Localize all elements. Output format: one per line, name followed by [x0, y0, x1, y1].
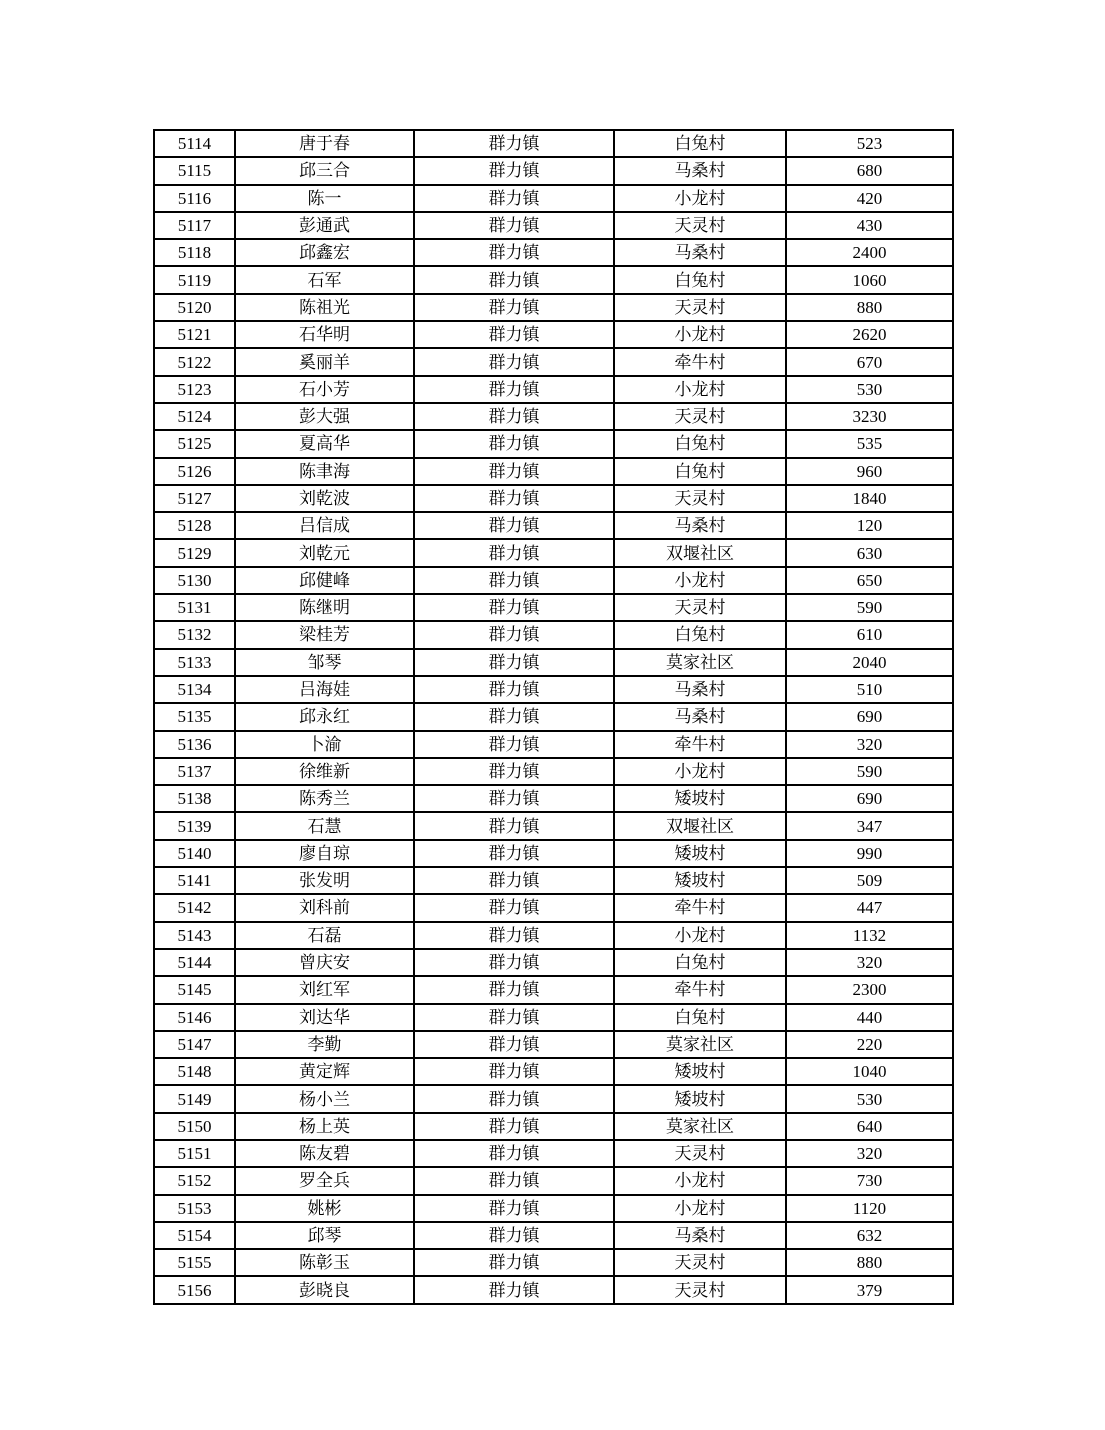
cell-town: 群力镇 — [414, 1140, 614, 1167]
table-row — [154, 812, 953, 839]
table-row — [154, 512, 953, 539]
cell-name: 卜渝 — [235, 731, 414, 758]
cell-id: 5137 — [154, 758, 235, 785]
table-row — [154, 976, 953, 1003]
cell-id: 5152 — [154, 1167, 235, 1194]
cell-value: 2300 — [786, 976, 953, 1003]
cell-name: 姚彬 — [235, 1195, 414, 1222]
cell-name: 彭晓良 — [235, 1276, 414, 1303]
cell-village: 天灵村 — [614, 594, 786, 621]
cell-value: 447 — [786, 894, 953, 921]
cell-value: 630 — [786, 539, 953, 566]
cell-value: 220 — [786, 1031, 953, 1058]
cell-id: 5131 — [154, 594, 235, 621]
table-row — [154, 1004, 953, 1031]
cell-id: 5126 — [154, 458, 235, 485]
cell-value: 2620 — [786, 321, 953, 348]
cell-village: 马桑村 — [614, 157, 786, 184]
cell-village: 牵牛村 — [614, 976, 786, 1003]
cell-value: 379 — [786, 1276, 953, 1303]
cell-name: 杨上英 — [235, 1113, 414, 1140]
cell-id: 5123 — [154, 376, 235, 403]
table-row — [154, 1249, 953, 1276]
table-row — [154, 1031, 953, 1058]
cell-name: 刘乾元 — [235, 539, 414, 566]
cell-value: 1060 — [786, 266, 953, 293]
cell-value: 510 — [786, 676, 953, 703]
table-row — [154, 1058, 953, 1085]
cell-village: 牵牛村 — [614, 731, 786, 758]
cell-id: 5127 — [154, 485, 235, 512]
table-row — [154, 731, 953, 758]
cell-town: 群力镇 — [414, 1167, 614, 1194]
table-row — [154, 1085, 953, 1112]
cell-id: 5140 — [154, 840, 235, 867]
cell-town: 群力镇 — [414, 266, 614, 293]
cell-name: 刘科前 — [235, 894, 414, 921]
cell-village: 小龙村 — [614, 1195, 786, 1222]
cell-value: 990 — [786, 840, 953, 867]
cell-village: 天灵村 — [614, 1249, 786, 1276]
cell-town: 群力镇 — [414, 785, 614, 812]
cell-value: 2040 — [786, 649, 953, 676]
cell-name: 邱鑫宏 — [235, 239, 414, 266]
cell-value: 530 — [786, 1085, 953, 1112]
cell-town: 群力镇 — [414, 212, 614, 239]
cell-town: 群力镇 — [414, 867, 614, 894]
cell-id: 5139 — [154, 812, 235, 839]
table-row — [154, 1113, 953, 1140]
cell-id: 5145 — [154, 976, 235, 1003]
table-row — [154, 185, 953, 212]
cell-value: 347 — [786, 812, 953, 839]
table-row — [154, 157, 953, 184]
cell-town: 群力镇 — [414, 485, 614, 512]
cell-id: 5121 — [154, 321, 235, 348]
cell-village: 小龙村 — [614, 185, 786, 212]
table-row — [154, 594, 953, 621]
cell-name: 陈聿海 — [235, 458, 414, 485]
cell-village: 天灵村 — [614, 1140, 786, 1167]
cell-id: 5130 — [154, 567, 235, 594]
table-row — [154, 294, 953, 321]
cell-value: 640 — [786, 1113, 953, 1140]
cell-village: 马桑村 — [614, 703, 786, 730]
cell-town: 群力镇 — [414, 1249, 614, 1276]
cell-village: 矮坡村 — [614, 840, 786, 867]
cell-name: 陈继明 — [235, 594, 414, 621]
table-row — [154, 485, 953, 512]
cell-value: 632 — [786, 1222, 953, 1249]
cell-id: 5143 — [154, 922, 235, 949]
cell-id: 5147 — [154, 1031, 235, 1058]
table-row — [154, 894, 953, 921]
cell-id: 5115 — [154, 157, 235, 184]
cell-village: 白兔村 — [614, 621, 786, 648]
table-row — [154, 458, 953, 485]
cell-id: 5138 — [154, 785, 235, 812]
table-row — [154, 621, 953, 648]
cell-village: 莫家社区 — [614, 1031, 786, 1058]
cell-name: 杨小兰 — [235, 1085, 414, 1112]
cell-id: 5141 — [154, 867, 235, 894]
cell-id: 5136 — [154, 731, 235, 758]
cell-name: 黄定辉 — [235, 1058, 414, 1085]
cell-id: 5155 — [154, 1249, 235, 1276]
cell-id: 5151 — [154, 1140, 235, 1167]
cell-id: 5132 — [154, 621, 235, 648]
cell-id: 5154 — [154, 1222, 235, 1249]
cell-town: 群力镇 — [414, 130, 614, 157]
cell-name: 张发明 — [235, 867, 414, 894]
cell-village: 白兔村 — [614, 949, 786, 976]
cell-town: 群力镇 — [414, 1276, 614, 1303]
cell-value: 730 — [786, 1167, 953, 1194]
cell-name: 唐于春 — [235, 130, 414, 157]
table-row — [154, 922, 953, 949]
cell-village: 矮坡村 — [614, 867, 786, 894]
table-row — [154, 403, 953, 430]
cell-village: 白兔村 — [614, 130, 786, 157]
table-row — [154, 1195, 953, 1222]
cell-town: 群力镇 — [414, 703, 614, 730]
cell-value: 1120 — [786, 1195, 953, 1222]
cell-name: 徐维新 — [235, 758, 414, 785]
cell-name: 陈友碧 — [235, 1140, 414, 1167]
cell-village: 双堰社区 — [614, 539, 786, 566]
cell-village: 白兔村 — [614, 266, 786, 293]
cell-village: 小龙村 — [614, 922, 786, 949]
cell-village: 双堰社区 — [614, 812, 786, 839]
cell-name: 廖自琼 — [235, 840, 414, 867]
cell-village: 马桑村 — [614, 512, 786, 539]
cell-value: 650 — [786, 567, 953, 594]
cell-id: 5144 — [154, 949, 235, 976]
table-row — [154, 676, 953, 703]
cell-value: 690 — [786, 703, 953, 730]
cell-value: 1840 — [786, 485, 953, 512]
table-row — [154, 539, 953, 566]
table-row — [154, 649, 953, 676]
cell-town: 群力镇 — [414, 1085, 614, 1112]
cell-town: 群力镇 — [414, 294, 614, 321]
cell-village: 白兔村 — [614, 458, 786, 485]
cell-value: 530 — [786, 376, 953, 403]
cell-id: 5118 — [154, 239, 235, 266]
cell-town: 群力镇 — [414, 976, 614, 1003]
cell-town: 群力镇 — [414, 376, 614, 403]
cell-name: 石磊 — [235, 922, 414, 949]
cell-village: 牵牛村 — [614, 894, 786, 921]
cell-village: 天灵村 — [614, 294, 786, 321]
cell-id: 5128 — [154, 512, 235, 539]
cell-town: 群力镇 — [414, 1195, 614, 1222]
cell-town: 群力镇 — [414, 539, 614, 566]
cell-id: 5149 — [154, 1085, 235, 1112]
cell-town: 群力镇 — [414, 676, 614, 703]
cell-town: 群力镇 — [414, 812, 614, 839]
cell-village: 矮坡村 — [614, 1058, 786, 1085]
cell-id: 5124 — [154, 403, 235, 430]
cell-name: 陈祖光 — [235, 294, 414, 321]
cell-id: 5129 — [154, 539, 235, 566]
cell-village: 小龙村 — [614, 1167, 786, 1194]
cell-town: 群力镇 — [414, 922, 614, 949]
cell-village: 小龙村 — [614, 567, 786, 594]
table-row — [154, 1276, 953, 1303]
cell-name: 李勤 — [235, 1031, 414, 1058]
cell-name: 梁桂芳 — [235, 621, 414, 648]
cell-town: 群力镇 — [414, 1004, 614, 1031]
cell-town: 群力镇 — [414, 567, 614, 594]
cell-id: 5120 — [154, 294, 235, 321]
cell-town: 群力镇 — [414, 731, 614, 758]
cell-town: 群力镇 — [414, 949, 614, 976]
cell-village: 小龙村 — [614, 376, 786, 403]
cell-value: 320 — [786, 731, 953, 758]
cell-village: 白兔村 — [614, 430, 786, 457]
cell-value: 320 — [786, 1140, 953, 1167]
cell-value: 670 — [786, 348, 953, 375]
cell-village: 马桑村 — [614, 676, 786, 703]
cell-value: 1132 — [786, 922, 953, 949]
cell-value: 2400 — [786, 239, 953, 266]
cell-value: 535 — [786, 430, 953, 457]
cell-id: 5122 — [154, 348, 235, 375]
cell-town: 群力镇 — [414, 1058, 614, 1085]
cell-name: 奚丽羊 — [235, 348, 414, 375]
cell-name: 石慧 — [235, 812, 414, 839]
cell-id: 5117 — [154, 212, 235, 239]
table-row — [154, 1140, 953, 1167]
cell-village: 矮坡村 — [614, 785, 786, 812]
cell-name: 彭通武 — [235, 212, 414, 239]
records-table-body — [154, 130, 953, 1304]
cell-value: 320 — [786, 949, 953, 976]
cell-name: 邱三合 — [235, 157, 414, 184]
cell-value: 590 — [786, 758, 953, 785]
cell-value: 440 — [786, 1004, 953, 1031]
cell-value: 1040 — [786, 1058, 953, 1085]
table-row — [154, 867, 953, 894]
cell-id: 5133 — [154, 649, 235, 676]
cell-town: 群力镇 — [414, 840, 614, 867]
cell-town: 群力镇 — [414, 458, 614, 485]
cell-value: 420 — [786, 185, 953, 212]
cell-village: 莫家社区 — [614, 649, 786, 676]
cell-town: 群力镇 — [414, 1113, 614, 1140]
cell-name: 陈一 — [235, 185, 414, 212]
table-row — [154, 758, 953, 785]
cell-village: 天灵村 — [614, 212, 786, 239]
cell-id: 5148 — [154, 1058, 235, 1085]
cell-id: 5114 — [154, 130, 235, 157]
cell-village: 天灵村 — [614, 485, 786, 512]
table-row — [154, 1222, 953, 1249]
cell-town: 群力镇 — [414, 403, 614, 430]
cell-village: 白兔村 — [614, 1004, 786, 1031]
cell-name: 曾庆安 — [235, 949, 414, 976]
cell-id: 5134 — [154, 676, 235, 703]
cell-town: 群力镇 — [414, 1222, 614, 1249]
cell-village: 莫家社区 — [614, 1113, 786, 1140]
cell-town: 群力镇 — [414, 430, 614, 457]
cell-village: 小龙村 — [614, 758, 786, 785]
table-row — [154, 321, 953, 348]
cell-village: 小龙村 — [614, 321, 786, 348]
cell-village: 天灵村 — [614, 403, 786, 430]
cell-town: 群力镇 — [414, 157, 614, 184]
cell-value: 523 — [786, 130, 953, 157]
cell-id: 5119 — [154, 266, 235, 293]
cell-value: 690 — [786, 785, 953, 812]
cell-name: 吕海娃 — [235, 676, 414, 703]
cell-village: 天灵村 — [614, 1276, 786, 1303]
cell-id: 5156 — [154, 1276, 235, 1303]
cell-town: 群力镇 — [414, 512, 614, 539]
cell-value: 509 — [786, 867, 953, 894]
cell-value: 880 — [786, 294, 953, 321]
cell-town: 群力镇 — [414, 649, 614, 676]
cell-value: 120 — [786, 512, 953, 539]
cell-name: 邱琴 — [235, 1222, 414, 1249]
cell-name: 邱永红 — [235, 703, 414, 730]
cell-value: 880 — [786, 1249, 953, 1276]
table-row — [154, 430, 953, 457]
cell-village: 矮坡村 — [614, 1085, 786, 1112]
cell-value: 680 — [786, 157, 953, 184]
cell-name: 刘达华 — [235, 1004, 414, 1031]
cell-town: 群力镇 — [414, 348, 614, 375]
cell-id: 5146 — [154, 1004, 235, 1031]
cell-town: 群力镇 — [414, 758, 614, 785]
cell-town: 群力镇 — [414, 1031, 614, 1058]
cell-value: 430 — [786, 212, 953, 239]
cell-name: 彭大强 — [235, 403, 414, 430]
cell-town: 群力镇 — [414, 594, 614, 621]
table-row — [154, 703, 953, 730]
table-row — [154, 130, 953, 157]
cell-id: 5150 — [154, 1113, 235, 1140]
cell-town: 群力镇 — [414, 185, 614, 212]
cell-id: 5142 — [154, 894, 235, 921]
table-row — [154, 567, 953, 594]
cell-village: 马桑村 — [614, 239, 786, 266]
table-row — [154, 785, 953, 812]
cell-town: 群力镇 — [414, 621, 614, 648]
cell-value: 590 — [786, 594, 953, 621]
cell-town: 群力镇 — [414, 239, 614, 266]
cell-name: 邱健峰 — [235, 567, 414, 594]
cell-name: 邹琴 — [235, 649, 414, 676]
table-row — [154, 376, 953, 403]
cell-value: 3230 — [786, 403, 953, 430]
cell-name: 刘红军 — [235, 976, 414, 1003]
table-row — [154, 348, 953, 375]
table-row — [154, 239, 953, 266]
cell-name: 罗全兵 — [235, 1167, 414, 1194]
cell-village: 马桑村 — [614, 1222, 786, 1249]
table-row — [154, 840, 953, 867]
cell-name: 吕信成 — [235, 512, 414, 539]
cell-name: 石华明 — [235, 321, 414, 348]
cell-name: 陈彰玉 — [235, 1249, 414, 1276]
cell-name: 石军 — [235, 266, 414, 293]
cell-name: 夏高华 — [235, 430, 414, 457]
cell-id: 5125 — [154, 430, 235, 457]
cell-id: 5116 — [154, 185, 235, 212]
cell-town: 群力镇 — [414, 894, 614, 921]
cell-value: 610 — [786, 621, 953, 648]
cell-id: 5135 — [154, 703, 235, 730]
table-row — [154, 212, 953, 239]
records-table — [153, 129, 954, 1305]
cell-name: 陈秀兰 — [235, 785, 414, 812]
cell-town: 群力镇 — [414, 321, 614, 348]
table-row — [154, 949, 953, 976]
cell-name: 石小芳 — [235, 376, 414, 403]
cell-name: 刘乾波 — [235, 485, 414, 512]
cell-village: 牵牛村 — [614, 348, 786, 375]
table-row — [154, 266, 953, 293]
cell-value: 960 — [786, 458, 953, 485]
cell-id: 5153 — [154, 1195, 235, 1222]
table-row — [154, 1167, 953, 1194]
